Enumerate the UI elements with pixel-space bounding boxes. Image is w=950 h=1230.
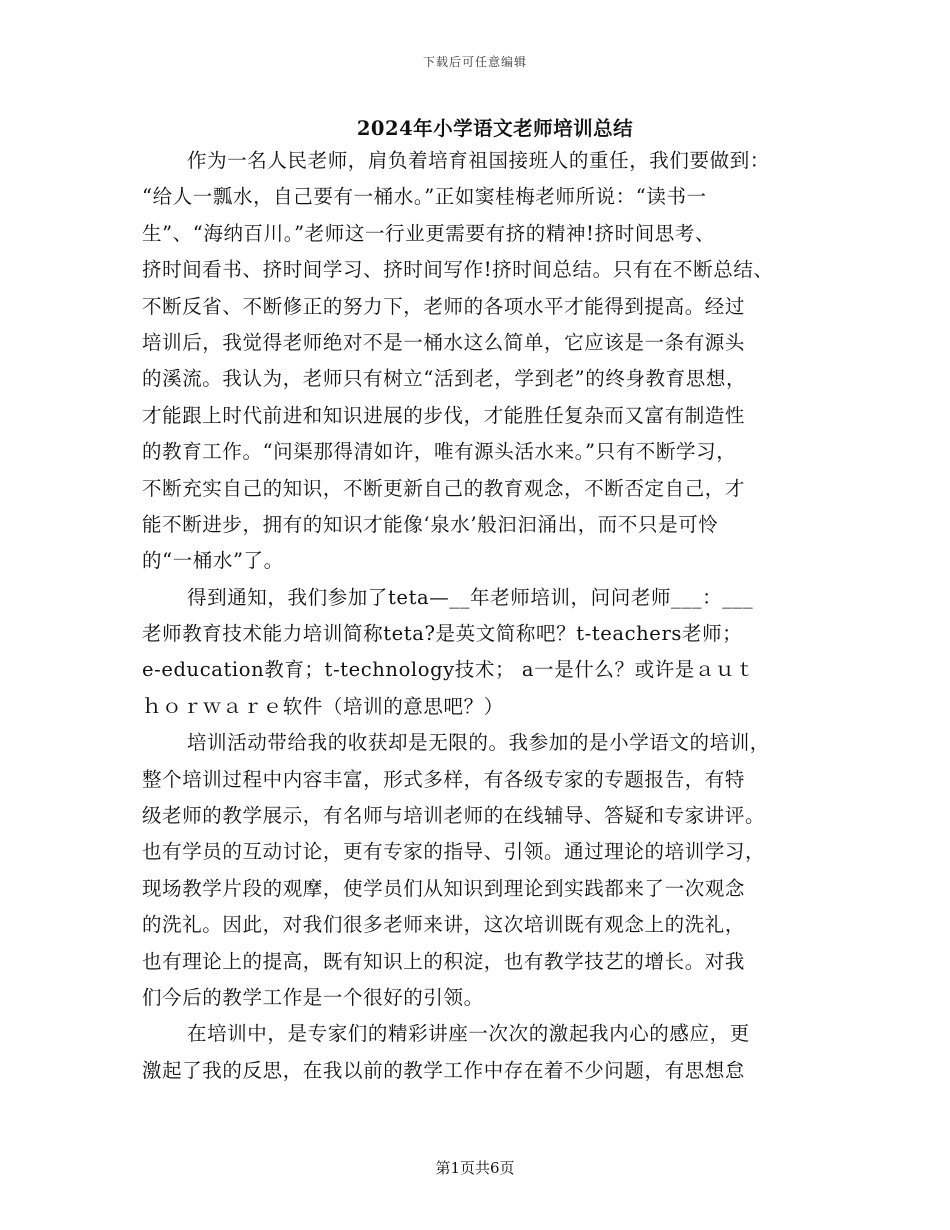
paragraph-line: 们今后的教学工作是一个很好的引领。 — [142, 985, 484, 1009]
paragraph-line: ｈｏｒｗａｒｅ软件（培训的意思吧？） — [142, 694, 504, 718]
paragraph-line: 在培训中，是专家们的精彩讲座一次次的激起我内心的感应，更 — [187, 1022, 750, 1046]
paragraph-line: 才能跟上时代前进和知识进展的步伐，才能胜任复杂而又富有制造性 — [142, 403, 746, 427]
paragraph-line: 能不断进步，拥有的知识才能像‘泉水’般汩汩涌出，而不只是可怜 — [142, 512, 719, 536]
paragraph-line: 的溪流。我认为，老师只有树立“活到老，学到老”的终身教育思想， — [142, 367, 747, 391]
document-title: 2024年小学语文老师培训总结 — [356, 117, 634, 140]
paragraph-line: 整个培训过程中内容丰富，形式多样，有各级专家的专题报告，有特 — [142, 767, 746, 791]
paragraph-line: e-education教育；t-technology技术； a一是什么？或许是ａｕｔ — [142, 658, 756, 682]
paragraph-line: 挤时间看书、挤时间学习、挤时间写作!挤时间总结。只有在不断总结、 — [142, 258, 774, 282]
paragraph-line: “给人一瓢水，自己要有一桶水。”正如窦桂梅老师所说：“读书一 — [142, 185, 707, 209]
paragraph-line: 不断充实自己的知识，不断更新自己的教育观念，不断否定自己，才 — [142, 476, 746, 500]
page-footer: 第1页共6页 — [435, 1159, 515, 1177]
paragraph-line: 老师教育技术能力培训简称teta?是英文简称吧？t-teachers老师； — [142, 622, 743, 646]
paragraph-line: 的“一桶水”了。 — [142, 549, 284, 573]
paragraph-line: 级老师的教学展示，有名师与培训老师的在线辅导、答疑和专家讲评。 — [142, 804, 766, 828]
paragraph-line: 现场教学片段的观摩，使学员们从知识到理论到实践都来了一次观念 — [142, 876, 746, 900]
paragraph-line: 得到通知，我们参加了teta—__年老师培训，问问老师___：___ — [187, 585, 754, 609]
paragraph-line: 不断反省、不断修正的努力下，老师的各项水平才能得到提高。经过 — [142, 294, 746, 318]
paragraph-line: 也有学员的互动讨论，更有专家的指导、引领。通过理论的培训学习， — [142, 840, 766, 864]
paragraph-line: 生”、“海纳百川。”老师这一行业更需要有挤的精神!挤时间思考、 — [142, 221, 716, 245]
paragraph-line: 也有理论上的提高，既有知识上的积淀，也有教学技艺的增长。对我 — [142, 949, 746, 973]
document-body — [142, 143, 822, 1089]
header-note: 下载后可任意编辑 — [422, 55, 527, 69]
paragraph-line: 培训活动带给我的收获却是无限的。我参加的是小学语文的培训， — [187, 731, 770, 755]
paragraph-line: 的教育工作。“问渠那得清如许，唯有源头活水来。”只有不断学习， — [142, 440, 737, 464]
paragraph-line: 的洗礼。因此，对我们很多老师来讲，这次培训既有观念上的洗礼， — [142, 913, 746, 937]
paragraph-line: 培训后，我觉得老师绝对不是一桶水这么简单，它应该是一条有源头 — [142, 330, 746, 354]
paragraph-line: 激起了我的反思，在我以前的教学工作中存在着不少问题，有思想怠 — [142, 1058, 746, 1082]
paragraph-line: 作为一名人民老师，肩负着培育祖国接班人的重任，我们要做到： — [187, 149, 770, 172]
